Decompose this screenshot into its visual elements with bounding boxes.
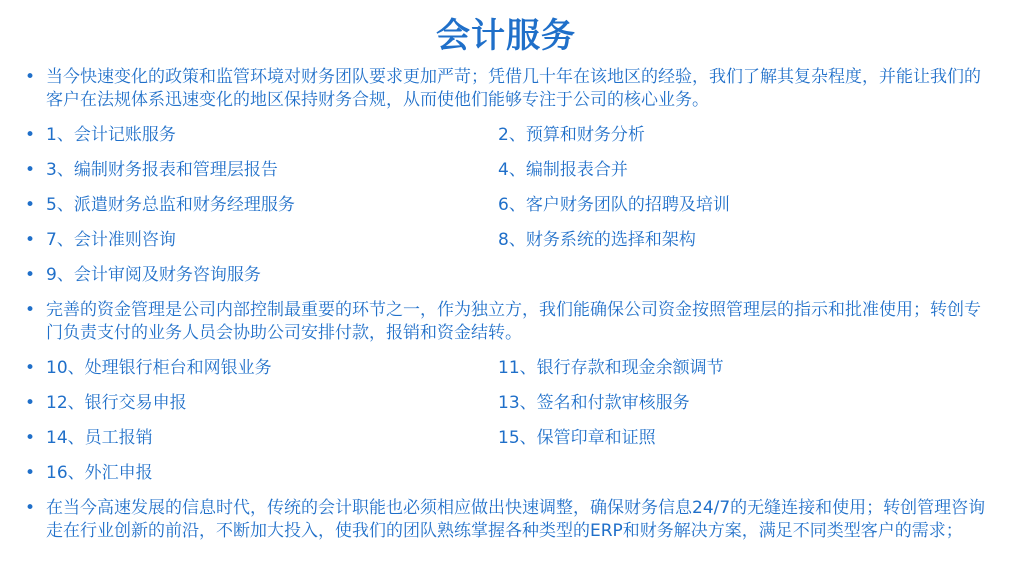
list-item: • 1、会计记账服务 bbox=[46, 125, 176, 145]
list-item: • 16、外汇申报 bbox=[46, 463, 153, 483]
list-item: 6、客户财务团队的招聘及培训 bbox=[498, 195, 730, 215]
list-row bbox=[22, 264, 987, 287]
list-item: • 7、会计准则咨询 bbox=[46, 230, 176, 250]
list-item: • 5、派遣财务总监和财务经理服务 bbox=[46, 195, 295, 215]
list-row bbox=[22, 357, 987, 380]
list-item: • 12、银行交易申报 bbox=[46, 393, 187, 413]
section2-intro: • 完善的资金管理是公司内部控制最重要的环节之一，作为独立方，我们能确保公司资金按照管理层的指示和批准使用；转创专门负责支付的业务人员会协助公司安排付款，报销和资金结转。 bbox=[22, 299, 987, 345]
section3-intro: • 在当今高速发展的信息时代，传统的会计职能也必须相应做出快速调整，确保财务信息24/7的无缝连接和使用；转创管理咨询走在行业创新的前沿，不断加大投入，使我们的团队熟练掌握各种类型的ERP和财务解决方案，满足不同类型客户的需求； bbox=[22, 497, 987, 543]
list-item: • 10、处理银行柜台和网银业务 bbox=[46, 358, 272, 378]
page-title: 会计服务 bbox=[436, 16, 576, 56]
content-body bbox=[22, 66, 987, 555]
list-item: • 3、编制财务报表和管理层报告 bbox=[46, 160, 278, 180]
list-item: • 9、会计审阅及财务咨询服务 bbox=[46, 265, 261, 285]
list-row bbox=[22, 427, 987, 450]
list-item: • 14、员工报销 bbox=[46, 428, 153, 448]
list-item: 13、签名和付款审核服务 bbox=[498, 393, 690, 413]
list-item: 15、保管印章和证照 bbox=[498, 428, 656, 448]
list-item: 2、预算和财务分析 bbox=[498, 125, 645, 145]
list-row bbox=[22, 229, 987, 252]
list-row bbox=[22, 462, 987, 485]
list-item: 11、银行存款和现金余额调节 bbox=[498, 358, 724, 378]
list-row bbox=[22, 159, 987, 182]
list-row bbox=[22, 124, 987, 147]
section1-intro: • 当今快速变化的政策和监管环境对财务团队要求更加严苛；凭借几十年在该地区的经验，我们了解其复杂程度，并能让我们的客户在法规体系迅速变化的地区保持财务合规，从而使他们能够专注于公司的核心业务。 bbox=[22, 66, 987, 112]
list-item: 4、编制报表合并 bbox=[498, 160, 628, 180]
list-row bbox=[22, 392, 987, 415]
list-row bbox=[22, 194, 987, 217]
list-item: 8、财务系统的选择和架构 bbox=[498, 230, 696, 250]
